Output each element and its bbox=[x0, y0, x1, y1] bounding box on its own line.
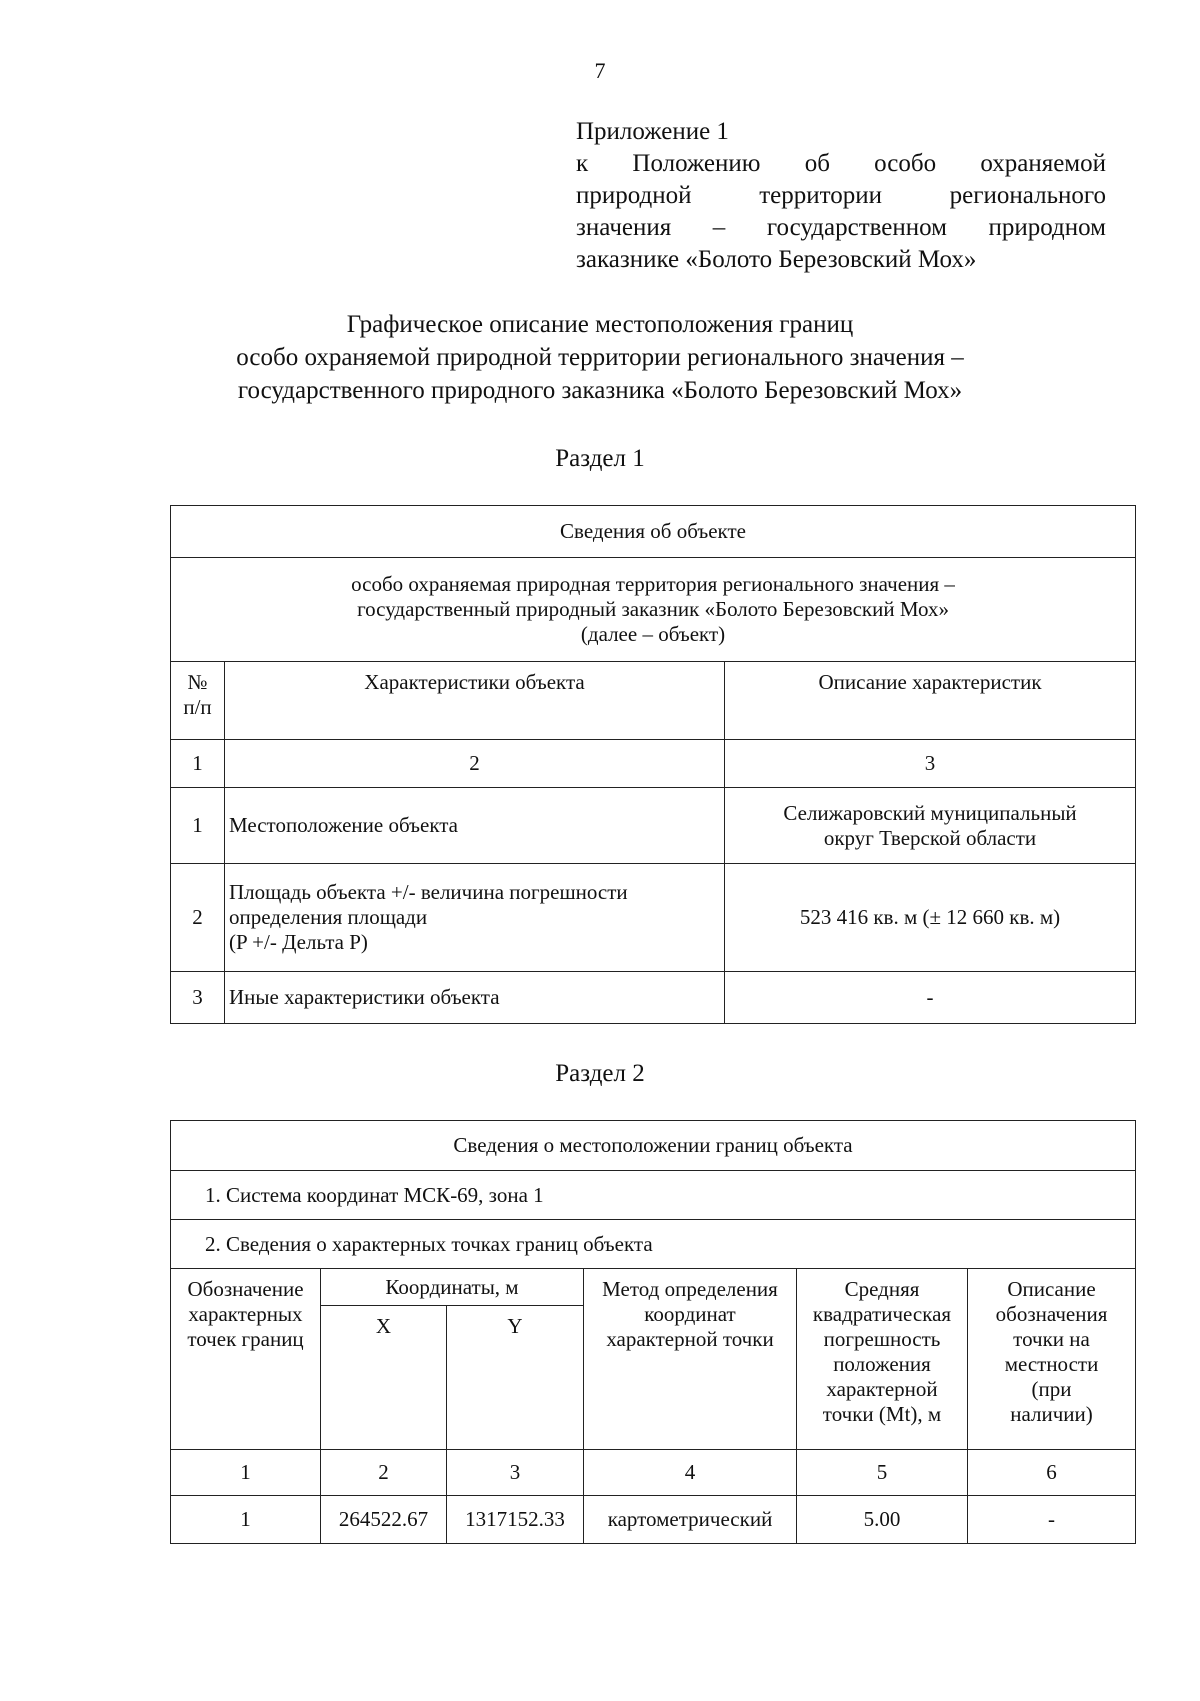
object-name-cell bbox=[171, 558, 1136, 662]
header-line: местности bbox=[1004, 1352, 1099, 1376]
col-number: 5 bbox=[797, 1450, 968, 1496]
row-characteristic bbox=[225, 864, 725, 972]
object-name-line: особо охраняемая природная территория регионального значения – bbox=[351, 572, 955, 596]
header-designation bbox=[171, 1269, 321, 1450]
table-row bbox=[171, 788, 1136, 864]
col-number: 3 bbox=[447, 1450, 584, 1496]
row-characteristic-line: определения площади bbox=[229, 905, 428, 929]
appendix-title: Приложение 1 bbox=[576, 118, 729, 145]
header-y: Y bbox=[447, 1306, 584, 1450]
point-x: 264522.67 bbox=[321, 1496, 447, 1544]
appendix-line: значения – государственном природном bbox=[576, 214, 1106, 241]
row-description-line: округ Тверской области bbox=[823, 825, 1037, 850]
header-line: точки (Mt), м bbox=[822, 1402, 942, 1426]
col-number: 1 bbox=[171, 1450, 321, 1496]
header-line: характерной точки bbox=[606, 1327, 774, 1351]
header-x: X bbox=[321, 1306, 447, 1450]
object-name-line: государственный природный заказник «Болото Березовский Мох» bbox=[357, 597, 949, 621]
point-error: 5.00 bbox=[797, 1496, 968, 1544]
table-row bbox=[171, 864, 1136, 972]
document-title-line: Графическое описание местоположения границ bbox=[346, 311, 854, 338]
section-1-heading: Раздел 1 bbox=[555, 445, 645, 472]
appendix-header bbox=[576, 116, 1106, 276]
document-title-line: государственного природного заказника «Болото Березовский Мох» bbox=[237, 377, 963, 404]
appendix-line: к Положению об особо охраняемой bbox=[576, 150, 1106, 177]
header-line: Метод определения bbox=[602, 1277, 778, 1301]
col-number: 3 bbox=[725, 740, 1136, 788]
page-number: 7 bbox=[594, 58, 606, 83]
object-info-table bbox=[170, 505, 1136, 1024]
row-characteristic: Местоположение объекта bbox=[225, 788, 725, 864]
header-coordinates: Координаты, м bbox=[321, 1269, 584, 1306]
header-line: точки на bbox=[1013, 1327, 1090, 1351]
header-line: точек границ bbox=[187, 1327, 304, 1351]
header-line: наличии) bbox=[1010, 1402, 1093, 1426]
col-number: 4 bbox=[584, 1450, 797, 1496]
header-num-line: п/п bbox=[183, 695, 212, 719]
row-num: 3 bbox=[171, 972, 225, 1024]
point-y: 1317152.33 bbox=[447, 1496, 584, 1544]
header-line: Обозначение bbox=[187, 1277, 304, 1301]
row-description-line: Селижаровский муниципальный bbox=[783, 800, 1077, 825]
object-info-title: Сведения об объекте bbox=[171, 506, 1136, 558]
header-line: координат bbox=[644, 1302, 736, 1326]
header-line: положения bbox=[833, 1352, 931, 1376]
header-num-line: № bbox=[187, 670, 208, 694]
row-description: - bbox=[725, 972, 1136, 1024]
appendix-line: природной территории регионального bbox=[576, 182, 1106, 209]
boundary-table-title: Сведения о местоположении границ объекта bbox=[171, 1121, 1136, 1171]
point-designation: 1 bbox=[171, 1496, 321, 1544]
table-row bbox=[171, 1496, 1136, 1544]
row-num: 2 bbox=[171, 864, 225, 972]
boundary-table bbox=[170, 1120, 1136, 1544]
row-num: 1 bbox=[171, 788, 225, 864]
row-description: 523 416 кв. м (± 12 660 кв. м) bbox=[725, 864, 1136, 972]
header-error bbox=[797, 1269, 968, 1450]
row-characteristic: Иные характеристики объекта bbox=[225, 972, 725, 1024]
header-line: Описание bbox=[1007, 1277, 1096, 1301]
table-row bbox=[171, 972, 1136, 1024]
row-description bbox=[725, 788, 1136, 864]
col-number: 1 bbox=[171, 740, 225, 788]
col-number: 6 bbox=[968, 1450, 1136, 1496]
row-characteristic-line: Площадь объекта +/- величина погрешности bbox=[229, 880, 628, 904]
points-info: 2. Сведения о характерных точках границ объекта bbox=[171, 1220, 1136, 1269]
header-description: Описание характеристик bbox=[725, 662, 1136, 740]
point-description: - bbox=[968, 1496, 1136, 1544]
header-method bbox=[584, 1269, 797, 1450]
header-characteristic: Характеристики объекта bbox=[225, 662, 725, 740]
col-number: 2 bbox=[321, 1450, 447, 1496]
header-line: обозначения bbox=[995, 1302, 1108, 1326]
header-line: квадратическая bbox=[812, 1302, 952, 1326]
col-number: 2 bbox=[225, 740, 725, 788]
header-line: погрешность bbox=[823, 1327, 941, 1351]
section-2-heading: Раздел 2 bbox=[555, 1060, 645, 1087]
header-line: характерной bbox=[826, 1377, 938, 1401]
object-name-line: (далее – объект) bbox=[580, 622, 726, 646]
document-title-line: особо охраняемой природной территории регионального значения – bbox=[236, 344, 964, 371]
header-point-description bbox=[968, 1269, 1136, 1450]
point-method: картометрический bbox=[584, 1496, 797, 1544]
header-line: (при bbox=[1031, 1377, 1072, 1401]
document-title bbox=[0, 308, 1200, 407]
appendix-line: заказнике «Болото Березовский Мох» bbox=[576, 246, 977, 273]
header-line: Средняя bbox=[844, 1277, 920, 1301]
header-num bbox=[171, 662, 225, 740]
header-line: характерных bbox=[188, 1302, 303, 1326]
row-characteristic-line: (P +/- Дельта P) bbox=[229, 930, 368, 954]
coordinate-system: 1. Система координат МСК-69, зона 1 bbox=[171, 1171, 1136, 1220]
